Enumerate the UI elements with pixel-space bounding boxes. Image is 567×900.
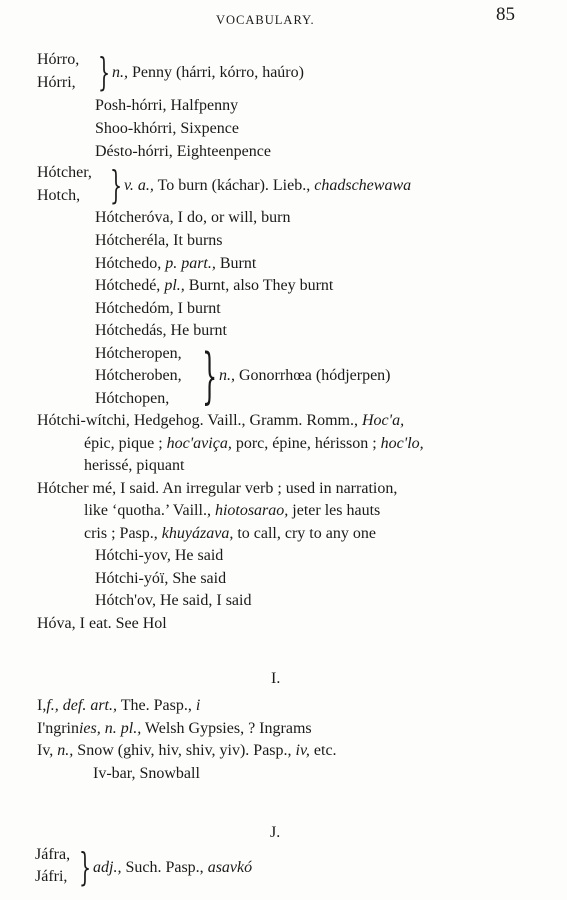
definition: n., Penny (hárri, kórro, haúro) [112,64,304,81]
definition: adj., Such. Pasp., asavkó [93,859,253,876]
subentry: Shoo-khórri, Sixpence [95,120,239,137]
headword: Hórro, [37,51,80,68]
entry-line: like ‘quotha.’ Vaill., hiotosarao, jeter les hauts [84,502,381,519]
running-head: VOCABULARY. [216,13,315,27]
brace: } [110,163,123,207]
headword: Hotch, [37,187,81,204]
subentry: Hótcheropen, [95,345,182,362]
subentry: Hótchedás, He burnt [95,322,227,339]
section-letter: J. [270,824,281,841]
brace: } [98,50,111,94]
subentry: Hótchedé, pl., Burnt, also They burnt [95,277,334,294]
subentry: Hótchi-yóï, She said [95,570,227,587]
headword: Jáfra, [35,846,71,863]
subentry: Hótchedóm, I burnt [95,300,221,317]
entry-line: Hótchi-wítchi, Hedgehog. Vaill., Gramm. Romm., Hoc'a, [37,412,405,429]
subentry: Hótchi-yov, He said [95,547,224,564]
headword: Jáfri, [35,868,68,885]
brace: } [79,845,92,889]
definition: v. a., To burn (káchar). Lieb., chadschewawa [124,177,412,194]
entry-line: cris ; Pasp., khuyázava, to call, cry to any one [84,525,376,542]
page-number: 85 [496,4,515,25]
definition: n., Gonorrhœa (hódjerpen) [219,367,391,384]
headword: Hórri, [37,74,76,91]
entry-line: Hótcher mé, I said. An irregular verb ; used in narration, [37,480,398,497]
entry-line: Iv, n., Snow (ghiv, hiv, shiv, yiv). Pasp., iv, etc. [37,742,337,759]
entry-line: Hóva, I eat. See Hol [37,615,167,632]
entry-line: I'ngrinies, n. pl., Welsh Gypsies, ? Ingrams [37,720,312,737]
entry-line: I,f., def. art., The. Pasp., i [37,697,201,714]
subentry: Hótchopen, [95,390,170,407]
subentry: Posh-hórri, Halfpenny [95,97,239,114]
headword: Hótcher, [37,164,92,181]
entry-line: herissé, piquant [84,457,185,474]
brace: } [202,341,218,411]
subentry: Hótchedo, p. part., Burnt [95,255,257,272]
subentry: Hótcheroben, [95,367,182,384]
entry-line: épic, pique ; hoc'aviça, porc, épine, hérisson ; hoc'lo, [84,435,424,452]
section-letter: I. [271,670,281,687]
subentry: Désto-hórri, Eighteenpence [95,143,271,160]
subentry: Hótcheréla, It burns [95,232,223,249]
subentry: Iv-bar, Snowball [93,765,200,782]
subentry: Hótch'ov, He said, I said [95,592,252,609]
subentry: Hótcheróva, I do, or will, burn [95,209,291,226]
